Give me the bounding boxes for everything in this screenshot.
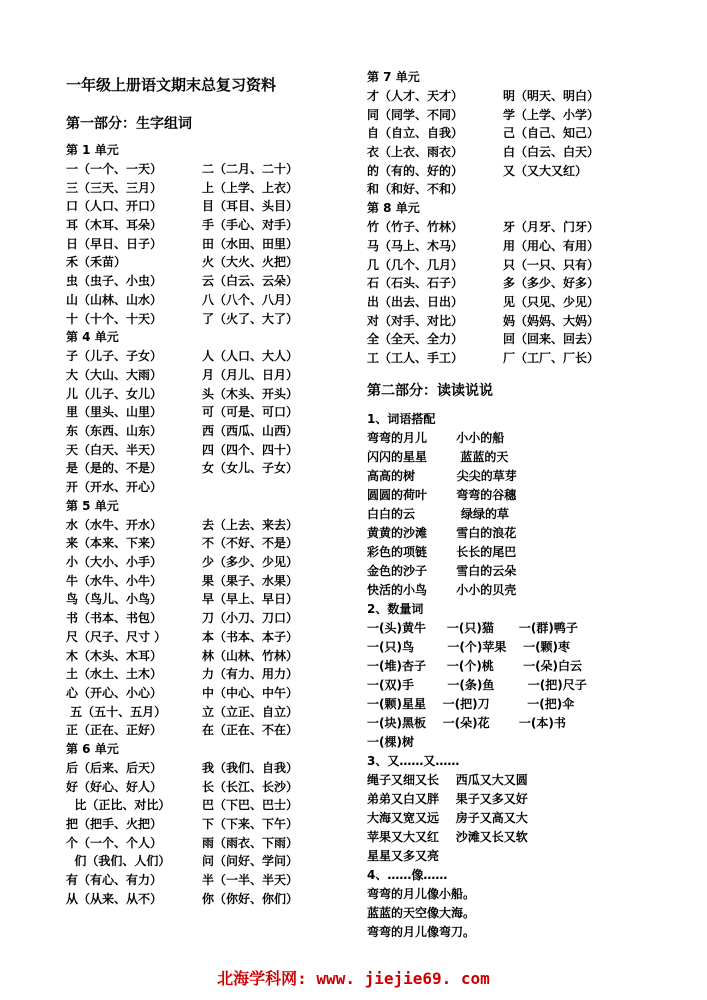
word-entry: 厂（工厂、厂长） xyxy=(503,350,600,365)
word-entry: 们（我们、人们） xyxy=(66,854,171,869)
word-row xyxy=(66,890,328,909)
word-entry: 里（里头、山里） xyxy=(66,405,163,420)
word-entry: 比（正比、对比） xyxy=(66,798,171,813)
word-row xyxy=(66,347,328,366)
word-row xyxy=(367,237,667,256)
part2-title: 第二部分：读读说说 xyxy=(367,382,493,399)
word-row xyxy=(66,759,328,778)
word-entry: 是（是的、不是） xyxy=(66,461,163,476)
section-line: 彩色的项链 长长的尾巴 xyxy=(367,544,517,559)
word-entry: 中（中心、中午） xyxy=(202,685,299,700)
right-column xyxy=(367,68,667,942)
section-line: 一(棵)树 xyxy=(367,734,414,749)
word-row xyxy=(367,162,667,181)
section-line: 一(头)黄牛 一(只)猫 一(群)鸭子 xyxy=(367,620,578,635)
word-entry: 才（人才、天才） xyxy=(367,89,464,103)
word-entry: 了（火了、大了） xyxy=(202,311,299,326)
word-entry: 的（有的、好的） xyxy=(367,163,464,178)
word-entry: 从（从来、从不） xyxy=(66,891,163,906)
word-row xyxy=(66,834,328,853)
word-entry: 小（大小、小手） xyxy=(66,555,163,570)
unit-heading: 第 6 单元 xyxy=(66,741,119,756)
word-entry: 把（把手、火把） xyxy=(66,817,163,831)
word-entry: 自（自立、自我） xyxy=(367,126,464,141)
word-entry: 牙（月牙、门牙） xyxy=(503,220,600,235)
unit-heading: 第 4 单元 xyxy=(66,330,119,345)
word-entry: 力（有力、用力） xyxy=(202,667,299,682)
section-line: 黄黄的沙滩 雪白的浪花 xyxy=(367,525,517,540)
word-row xyxy=(66,778,328,797)
word-row xyxy=(66,628,328,647)
unit-heading: 第 7 单元 xyxy=(367,70,420,84)
section-line: 金色的沙子 雪白的云朵 xyxy=(367,563,517,578)
word-entry: 立（立正、自立） xyxy=(202,704,299,719)
word-entry: 衣（上衣、雨衣） xyxy=(367,145,464,160)
word-row xyxy=(66,272,328,291)
section-line: 一(双)手 一(条)鱼 一(把)尺子 xyxy=(367,677,587,692)
word-entry: 一（一个、一天） xyxy=(66,162,163,176)
word-entry: 马（马上、木马） xyxy=(367,238,464,253)
section-line: 一(颗)星星 一(把)刀 一(把)伞 xyxy=(367,696,575,711)
word-row xyxy=(66,815,328,834)
right-units xyxy=(367,68,667,368)
word-entry: 子（儿子、子女） xyxy=(66,349,163,364)
word-entry: 十（十个、十天） xyxy=(66,311,163,326)
word-entry: 个（一个、个人） xyxy=(66,835,163,850)
word-entry: 回（回来、回去） xyxy=(503,332,600,347)
word-row xyxy=(66,609,328,628)
word-row xyxy=(367,293,667,312)
word-entry: 四（四个、四十） xyxy=(202,442,299,457)
section-line: 一(块)黑板 一(朵)花 一(本)书 xyxy=(367,715,566,730)
word-entry: 出（出去、日出） xyxy=(367,294,464,309)
section-line: 苹果又大又红 沙滩又长又软 xyxy=(367,829,528,844)
word-entry: 儿（儿子、女儿） xyxy=(66,386,163,401)
section-heading: 1、词语搭配 xyxy=(367,411,436,426)
word-row xyxy=(66,852,328,871)
section-heading: 2、数量词 xyxy=(367,601,424,616)
word-entry: 正（正在、正好） xyxy=(66,723,163,738)
section-line: 白白的云 绿绿的草 xyxy=(367,506,509,521)
word-entry: 明（明天、明白） xyxy=(503,89,600,103)
word-entry: 后（后来、后天） xyxy=(66,760,163,775)
word-entry: 木（木头、木耳） xyxy=(66,648,163,663)
unit-heading: 第 8 单元 xyxy=(367,201,420,216)
word-entry: 上（上学、上衣） xyxy=(202,180,299,195)
word-entry: 早（早上、早日） xyxy=(202,592,299,607)
word-row xyxy=(66,197,328,216)
word-entry xyxy=(202,478,328,497)
unit-heading: 第 5 单元 xyxy=(66,498,119,513)
word-row xyxy=(367,349,667,368)
word-row xyxy=(66,553,328,572)
word-entry: 牛（水牛、小牛） xyxy=(66,573,163,588)
word-entry: 在（正在、不在） xyxy=(202,723,299,738)
word-row xyxy=(66,516,328,535)
word-entry: 好（好心、好人） xyxy=(66,779,163,794)
word-entry: 多（多少、好多） xyxy=(503,276,600,291)
word-row xyxy=(66,572,328,591)
word-entry: 五（五十、五月） xyxy=(66,704,167,719)
word-entry xyxy=(503,180,667,199)
word-entry: 鸟（鸟儿、小鸟） xyxy=(66,592,163,607)
word-row xyxy=(367,256,667,275)
word-row xyxy=(66,647,328,666)
word-entry: 石（石头、石子） xyxy=(367,276,464,291)
section-line: 一(堆)杏子 一(个)桃 一(朵)白云 xyxy=(367,658,583,673)
word-row xyxy=(367,87,667,106)
word-entry: 云（白云、云朵） xyxy=(202,274,299,289)
word-entry: 长（长江、长沙） xyxy=(202,779,299,794)
word-entry: 己（自己、知己） xyxy=(503,126,600,141)
word-entry: 口（人口、开口） xyxy=(66,199,163,214)
part2-sections xyxy=(367,410,667,942)
word-row xyxy=(66,253,328,272)
word-entry: 巴（下巴、巴士） xyxy=(202,798,299,813)
word-entry: 同（同学、不同） xyxy=(367,107,464,122)
word-row xyxy=(66,366,328,385)
section-line: 闪闪的星星 蓝蓝的天 xyxy=(367,449,509,464)
word-entry: 见（只见、少见） xyxy=(503,294,600,309)
word-row xyxy=(367,106,667,125)
word-row xyxy=(66,871,328,890)
word-entry: 少（多少、少见） xyxy=(202,555,299,570)
part1-units xyxy=(66,141,328,908)
word-entry: 用（用心、有用） xyxy=(503,238,600,253)
word-row xyxy=(66,721,328,740)
word-entry: 学（上学、小学） xyxy=(503,107,600,122)
footer-watermark: 北海学科网: www. jiejie69. com xyxy=(217,969,490,988)
section-line: 一(只)鸟 一(个)苹果 一(颗)枣 xyxy=(367,639,571,654)
word-row xyxy=(66,291,328,310)
word-entry: 几（几个、几月） xyxy=(367,257,464,272)
word-entry: 可（可是、可口） xyxy=(202,405,299,420)
word-entry: 半（一半、半天） xyxy=(202,873,299,888)
word-row xyxy=(66,478,328,497)
word-entry: 去（上去、来去） xyxy=(202,517,299,532)
word-row xyxy=(66,441,328,460)
word-entry: 果（果子、水果） xyxy=(202,573,299,588)
part1-title: 第一部分：生字组词 xyxy=(66,116,192,132)
word-entry: 工（工人、手工） xyxy=(367,350,464,365)
word-row xyxy=(66,796,328,815)
word-entry: 有（有心、有力） xyxy=(66,873,163,888)
word-row xyxy=(66,235,328,254)
word-entry: 西（西瓜、山西） xyxy=(202,423,299,438)
word-entry: 火（大火、火把） xyxy=(202,255,299,270)
word-entry: 又（又大又红） xyxy=(503,163,588,178)
word-entry: 雨（雨衣、下雨） xyxy=(202,835,299,850)
word-entry: 来（本来、下来） xyxy=(66,536,163,551)
word-entry: 竹（竹子、竹林） xyxy=(367,220,464,235)
word-entry: 水（水牛、开水） xyxy=(66,517,163,532)
word-row xyxy=(66,385,328,404)
unit-heading: 第 1 单元 xyxy=(66,143,119,157)
section-heading: 3、又……又…… xyxy=(367,753,460,768)
section-line: 星星又多又亮 xyxy=(367,848,440,863)
word-entry: 山（山林、山水） xyxy=(66,292,163,307)
word-entry: 林（山林、竹林） xyxy=(202,648,299,663)
word-entry: 问（问好、学问） xyxy=(202,854,299,869)
word-row xyxy=(66,160,328,179)
word-row xyxy=(367,124,667,143)
word-row xyxy=(66,216,328,235)
word-entry: 开（开水、开心） xyxy=(66,480,163,494)
word-row xyxy=(66,703,328,722)
word-entry: 女（女儿、子女） xyxy=(202,461,299,476)
word-entry: 天（白天、半天） xyxy=(66,442,163,457)
left-column xyxy=(66,66,328,908)
section-line: 蓝蓝的天空像大海。 xyxy=(367,905,476,920)
word-entry: 全（全天、全力） xyxy=(367,332,464,347)
word-entry: 东（东西、山东） xyxy=(66,423,163,438)
word-row xyxy=(66,422,328,441)
word-row xyxy=(367,330,667,349)
word-entry: 刀（小刀、刀口） xyxy=(202,611,299,626)
section-line: 圆圆的荷叶 弯弯的谷穗 xyxy=(367,487,517,502)
word-row xyxy=(367,218,667,237)
section-line: 弟弟又白又胖 果子又多又好 xyxy=(367,791,528,806)
word-entry: 只（一只、只有） xyxy=(503,257,600,272)
word-entry: 手（手心、对手） xyxy=(202,218,299,233)
word-entry: 我（我们、自我） xyxy=(202,760,299,775)
word-entry: 和（和好、不和） xyxy=(367,182,464,197)
word-entry: 目（耳目、头目） xyxy=(202,199,299,214)
word-row xyxy=(367,143,667,162)
word-row xyxy=(66,310,328,329)
word-entry: 禾（禾苗） xyxy=(66,255,127,270)
section-line: 弯弯的月儿 小小的船 xyxy=(367,430,505,445)
word-entry: 你（你好、你们） xyxy=(202,891,299,906)
word-entry: 八（八个、八月） xyxy=(202,292,299,307)
word-row xyxy=(66,534,328,553)
word-entry: 本（书本、本子） xyxy=(202,629,299,644)
word-row xyxy=(367,312,667,331)
word-row xyxy=(66,179,328,198)
section-line: 弯弯的月儿像弯刀。 xyxy=(367,924,476,939)
word-entry: 下（下来、下午） xyxy=(202,817,299,831)
word-entry: 人（人口、大人） xyxy=(202,349,299,364)
word-entry: 尺（尺子、尺寸 ） xyxy=(66,629,167,644)
word-row xyxy=(367,274,667,293)
word-row xyxy=(367,180,667,199)
word-entry: 心（开心、小心） xyxy=(66,685,163,700)
section-heading: 4、……像…… xyxy=(367,867,448,882)
section-line: 绳子又细又长 西瓜又大又圆 xyxy=(367,772,528,787)
word-entry: 妈（妈妈、大妈） xyxy=(503,313,600,328)
section-line: 快活的小鸟 小小的贝壳 xyxy=(367,582,517,597)
word-entry: 日（早日、日子） xyxy=(66,236,163,251)
document-title: 一年级上册语文期末总复习资料 xyxy=(66,76,277,94)
word-row xyxy=(66,665,328,684)
word-row xyxy=(66,590,328,609)
word-entry: 虫（虫子、小虫） xyxy=(66,274,163,289)
word-row xyxy=(66,403,328,422)
word-entry: 月（月儿、日月） xyxy=(202,367,299,382)
word-row xyxy=(66,459,328,478)
word-entry: 不（不好、不是） xyxy=(202,536,299,551)
word-entry: 白（白云、白天） xyxy=(503,145,600,160)
word-row xyxy=(66,684,328,703)
section-line: 高高的树 尖尖的草芽 xyxy=(367,468,517,483)
section-line: 弯弯的月儿像小船。 xyxy=(367,886,476,901)
word-entry: 田（水田、田里） xyxy=(202,236,299,251)
word-entry: 土（水土、土木） xyxy=(66,667,163,682)
word-entry: 对（对手、对比） xyxy=(367,313,464,328)
word-entry: 三（三天、三月） xyxy=(66,180,163,195)
word-entry: 书（书本、书包） xyxy=(66,611,163,626)
word-entry: 大（大山、大雨） xyxy=(66,367,163,382)
word-entry: 耳（木耳、耳朵） xyxy=(66,218,163,233)
word-entry: 头（木头、开头） xyxy=(202,386,299,401)
word-entry: 二（二月、二十） xyxy=(202,162,299,176)
section-line: 大海又宽又远 房子又高又大 xyxy=(367,810,528,825)
